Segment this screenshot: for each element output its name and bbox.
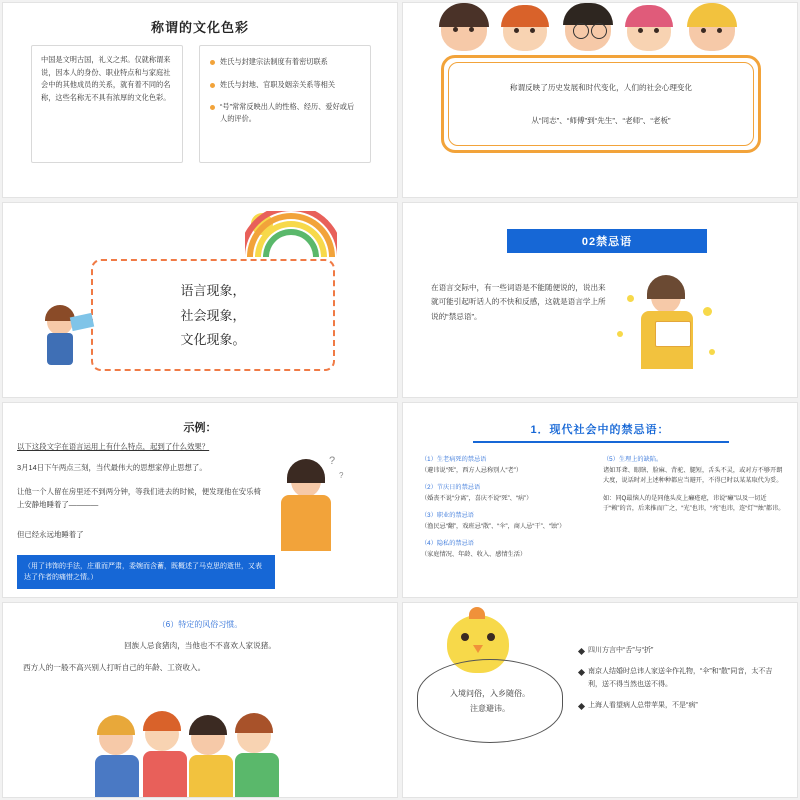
diamond-bullet-icon bbox=[578, 669, 585, 676]
slide-4 bbox=[402, 202, 798, 398]
group-body: 诸如耳聋、眼瞎、脸麻、背驼、腿短，舌头不灵，或对方不够开朗大度，说话时对上述种种都应当避开，不得已时以某某取代为妥。 bbox=[603, 466, 783, 485]
girl-hair-icon bbox=[647, 275, 685, 299]
sparkle-icon bbox=[617, 331, 623, 337]
example-para-1: 3月14日下午两点三刻，当代最伟大的思想家停止思想了。 bbox=[17, 463, 207, 472]
dashed-box bbox=[91, 259, 335, 371]
list-item-label: 四川方言中“舌”与“折” bbox=[588, 647, 654, 654]
statement-line-3: 文化现象。 bbox=[180, 332, 246, 348]
sparkle-icon bbox=[627, 295, 634, 302]
list-item bbox=[579, 645, 785, 657]
list-item bbox=[210, 101, 360, 124]
example-title: 示例： bbox=[183, 422, 217, 434]
child-eye-icon bbox=[469, 27, 474, 32]
group-head: （4）隐私的禁忌语 bbox=[421, 540, 474, 548]
chick-comb-icon bbox=[469, 607, 485, 619]
statement-line-2: 社会现象， bbox=[180, 307, 246, 323]
list-item-label: 上海人看望病人总带苹果，不是“病” bbox=[588, 701, 698, 709]
girl-body-icon bbox=[281, 495, 331, 551]
slide-3 bbox=[2, 202, 398, 398]
child-eye-icon bbox=[530, 28, 535, 33]
section-title-bar: 02禁忌语 bbox=[507, 229, 707, 253]
right-column bbox=[603, 455, 785, 515]
bullet-dot-icon bbox=[210, 60, 215, 65]
chick-eye-icon bbox=[461, 633, 469, 641]
question-mark-icon: ? bbox=[329, 455, 336, 467]
group-head: （1）生老病死的禁忌语 bbox=[421, 456, 487, 463]
glasses-icon bbox=[591, 23, 607, 39]
list-item bbox=[210, 79, 360, 91]
speech-bubble bbox=[417, 659, 563, 743]
bullet-dot-icon bbox=[210, 83, 215, 88]
example-para-3: 但已经永远地睡着了 bbox=[17, 530, 84, 539]
bubble-line-2: 注意避讳。 bbox=[470, 704, 510, 713]
example-note: （用了讳饰的手法，庄重而严肃，委婉而含蓄，既概述了马克思的逝世，又表达了作者的痛惜之情。） bbox=[17, 555, 275, 589]
quote-frame bbox=[441, 55, 761, 153]
group-head: （3）职业的禁忌语 bbox=[421, 512, 474, 520]
custom-line-1: 回族人忌食猪肉，当他也不不喜欢人家说猪。 bbox=[124, 641, 276, 650]
child-hair-icon bbox=[625, 5, 673, 27]
diamond-bullet-icon bbox=[578, 648, 585, 655]
child-hair-icon bbox=[143, 711, 181, 731]
list-item bbox=[579, 666, 785, 691]
title-underline bbox=[473, 441, 729, 443]
list-item-label: “号”常常反映出人的性格、经历、爱好或后人的评价。 bbox=[220, 102, 355, 123]
child-body-icon bbox=[143, 751, 187, 798]
book-icon bbox=[655, 321, 691, 347]
group-body: 如：同Q最恼人的是同他头皮上癞疮疤，讳说“癞”以及一切近于“赖”的音，后来推而广之，“光”也讳，“亮”也讳，连“灯”“烛”都讳。 bbox=[603, 494, 785, 513]
child-hair-icon bbox=[563, 3, 613, 25]
group-head: （5）生理上的缺陷。 bbox=[603, 456, 663, 463]
child-hair-icon bbox=[97, 715, 135, 735]
left-paragraph: 中国是文明古国，礼义之邦。仅就称谓来说，因本人的身份、职业特点和与家庭社会中的其他成员的关系，就有着不同的名称，这些名称无不具有浓厚的文化色彩。 bbox=[31, 45, 183, 163]
example-question: 以下这段文字在语言运用上有什么特点，起到了什么效果？ bbox=[17, 442, 210, 451]
child-eye-icon bbox=[717, 28, 722, 33]
child-body-icon bbox=[95, 755, 139, 798]
girl-hair-icon bbox=[287, 459, 325, 483]
list-item-label: 姓氏与封建宗法制度有着密切联系 bbox=[220, 57, 328, 66]
child-body-icon bbox=[235, 753, 279, 798]
child-hair-icon bbox=[687, 3, 737, 27]
group-body: （避讳说“死”，西方人忌称别人“老”） bbox=[421, 466, 523, 474]
child-eye-icon bbox=[638, 28, 643, 33]
child-eye-icon bbox=[514, 28, 519, 33]
group-body: （渔民忌“翻”，戏班忌“散”、“伞”，商人忌“干”、“蚀”） bbox=[421, 522, 566, 530]
child-eye-icon bbox=[654, 28, 659, 33]
bullet-list bbox=[199, 45, 371, 163]
sparkle-icon bbox=[709, 349, 715, 355]
child-eye-icon bbox=[453, 27, 458, 32]
child-body-icon bbox=[189, 755, 233, 798]
list-item bbox=[210, 56, 360, 68]
child-hair-icon bbox=[501, 5, 549, 27]
glasses-icon bbox=[573, 23, 589, 39]
bullet-dot-icon bbox=[210, 105, 215, 110]
diamond-bullet-icon bbox=[578, 703, 585, 710]
left-column bbox=[421, 455, 589, 560]
slide-2 bbox=[402, 2, 798, 198]
group-body: （婚丧不说“分离”，喜庆不说“死”、“病”） bbox=[421, 494, 533, 502]
list-item-label: 姓氏与封地、官职及姻亲关系等相关 bbox=[220, 79, 336, 89]
custom-line-2: 西方人的一般不高兴别人打听自己的年龄、工资收入。 bbox=[23, 663, 206, 672]
group-head: （2）节庆日的禁忌语 bbox=[421, 484, 481, 492]
section-paragraph: 在语言交际中，有一些词语是不能随便说的，说出来就可能引起听话人的不快和反感，这就是语言学上所说的“禁忌语”。 bbox=[431, 283, 606, 321]
page-title: 称谓的文化色彩 bbox=[150, 20, 249, 35]
slide-8 bbox=[402, 602, 798, 798]
rainbow-icon bbox=[245, 211, 337, 257]
quote-line-1: 称谓反映了历史发展和时代变化，人们的社会心理变化 bbox=[509, 83, 693, 92]
child-hair-icon bbox=[235, 713, 273, 733]
slide-5 bbox=[2, 402, 398, 598]
notes-list bbox=[579, 645, 785, 721]
question-mark-icon: ? bbox=[339, 471, 344, 480]
sparkle-icon bbox=[703, 307, 712, 316]
boy-body-icon bbox=[47, 333, 73, 365]
custom-head: （6）特定的风俗习惯。 bbox=[157, 620, 243, 629]
quote-line-2: 从“同志”、“师傅”到“先生”、“老师”、“老板” bbox=[531, 116, 671, 125]
slide-7 bbox=[2, 602, 398, 798]
child-eye-icon bbox=[701, 28, 706, 33]
bubble-line-1: 入境问俗，入乡随俗。 bbox=[450, 688, 530, 698]
statement-line-1: 语言现象， bbox=[180, 283, 246, 298]
child-hair-icon bbox=[189, 715, 227, 735]
list-item bbox=[579, 700, 785, 712]
group-body: （家庭情况、年龄、收入、感情生活） bbox=[421, 550, 527, 558]
slide-6 bbox=[402, 402, 798, 598]
example-para-2: 让他一个人留在房里还不到两分钟，等我们进去的时候，便发现他在安乐椅上安静地睡着了———— bbox=[17, 487, 261, 510]
section-title: 1．现代社会中的禁忌语： bbox=[530, 424, 670, 436]
chick-eye-icon bbox=[487, 633, 495, 641]
slide-1 bbox=[2, 2, 398, 198]
list-item-label: 南京人结婚时总讳人家送伞作礼物，“伞”和“散”同音，太不吉利，送不得当然也送不得。 bbox=[588, 668, 773, 688]
child-hair-icon bbox=[439, 3, 489, 27]
